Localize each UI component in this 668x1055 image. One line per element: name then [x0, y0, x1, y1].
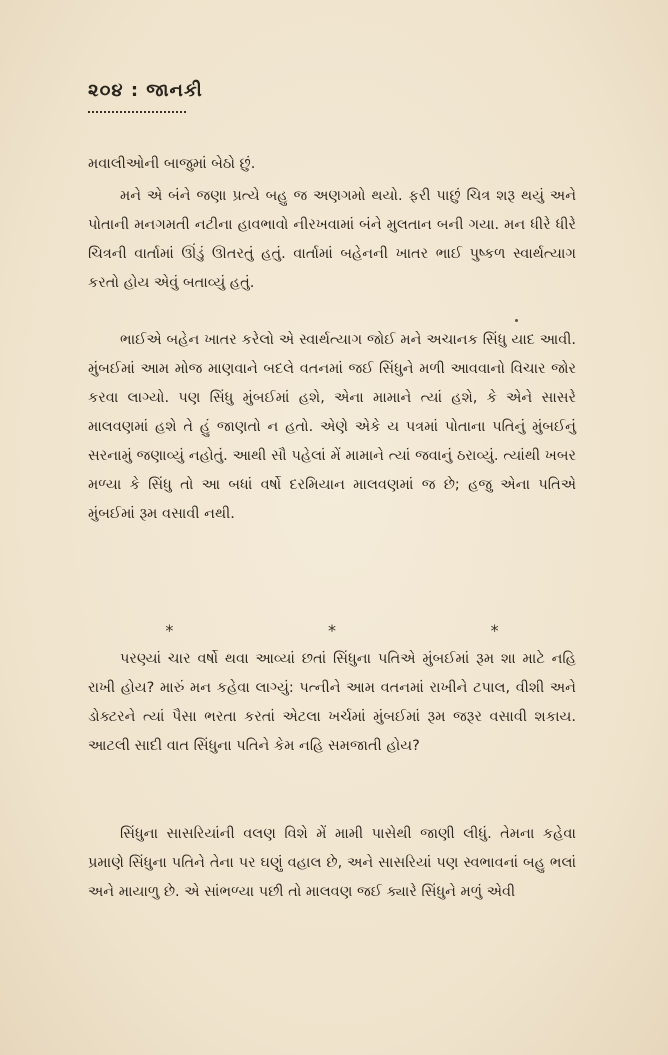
running-head: ૨૦૪ : જાનકી — [88, 80, 203, 101]
section-break-star: * — [165, 620, 174, 640]
paragraph-2: મને એ બંને જણા પ્રત્યે બહુ જ અણગમો થયો. ફરી પાછું ચિત્ર શરૂ થયું અને પોતાની મનગમતી નટીના હાવભાવો નીરખવામાં બંને મુલતાન બની ગયા. મન ધીરે ધીરે ચિત્રની વાર્તામાં ઊંડું ઊતરતું હતું. વાર્તામાં બહેનની ખાતર ભાઈ પુષ્કળ સ્વાર્થત્યાગ કરતો હોય એવું બતાવ્યું હતું. — [88, 188, 576, 291]
paragraph-5: સિંધુના સાસરિયાંની વલણ વિશે મેં મામી પાસેથી જાણી લીધું. તેમના કહેવા પ્રમાણે સિંધુના પતિને તેના પર ઘણું વહાલ છે, અને સાસરિયાં પણ સ્વભાવનાં બહુ ભલાં અને માયાળુ છે. એ સાંભળ્યા પછી તો માલવણ જઈ ક્યારે સિંધુને મળું એવી — [88, 826, 576, 900]
paragraph-4: પરણ્યાં ચાર વર્ષો થવા આવ્યાં છતાં સિંધુના પતિએ મુંબઈમાં રૂમ શા માટે નહિ રાખી હોય? મારું મન કહેવા લાગ્યું: પત્નીને આમ વતનમાં રાખીને ટપાલ, વીશી અને ડોક્ટરને ત્યાં પૈસા ભરતા કરતાં એટલા ખર્ચમાં મુંબઈમાં રૂમ જરૂર વસાવી શકાય. આટલી સાદી વાત સિંધુના પતિને કેમ નહિ સમજાતી હોય? — [88, 651, 576, 754]
section-break-star: * — [327, 620, 336, 640]
paragraph-3: ભાઈએ બહેન ખાતર કરેલો એ સ્વાર્થત્યાગ જોઈ મને અચાનક સિંધુ યાદ આવી. મુંબઈમાં આમ મોજ માણવાને બદલે વતનમાં જઈ સિંધુને મળી આવવાનો વિચાર જોર કરવા લાગ્યો. પણ સિંધુ મુંબઈમાં હશે, એના મામાને ત્યાં હશે, કે એને સાસરે માલવણમાં હશે તે હું જાણતો ન હતો. એણે એકે ય પત્રમાં પોતાના પતિનું મુંબઈનું સરનામું જણાવ્યું નહોતું. આથી સૌ પહેલાં મેં મામાને ત્યાં જવાનું ઠરાવ્યું. ત્યાંથી ખબર મળ્યા કે સિંધુ તો આ બધાં વર્ષો દરમિયાન માલવણમાં જ છે; હજુ એના પતિએ મુંબઈમાં રૂમ વસાવી નથી. — [88, 332, 576, 522]
section-break — [88, 618, 576, 642]
ink-speck — [515, 319, 518, 322]
section-break-star: * — [490, 620, 499, 640]
header-underline — [88, 111, 186, 113]
paragraph-1: મવાલીઓની બાજુમાં બેઠો છું. — [88, 156, 256, 172]
